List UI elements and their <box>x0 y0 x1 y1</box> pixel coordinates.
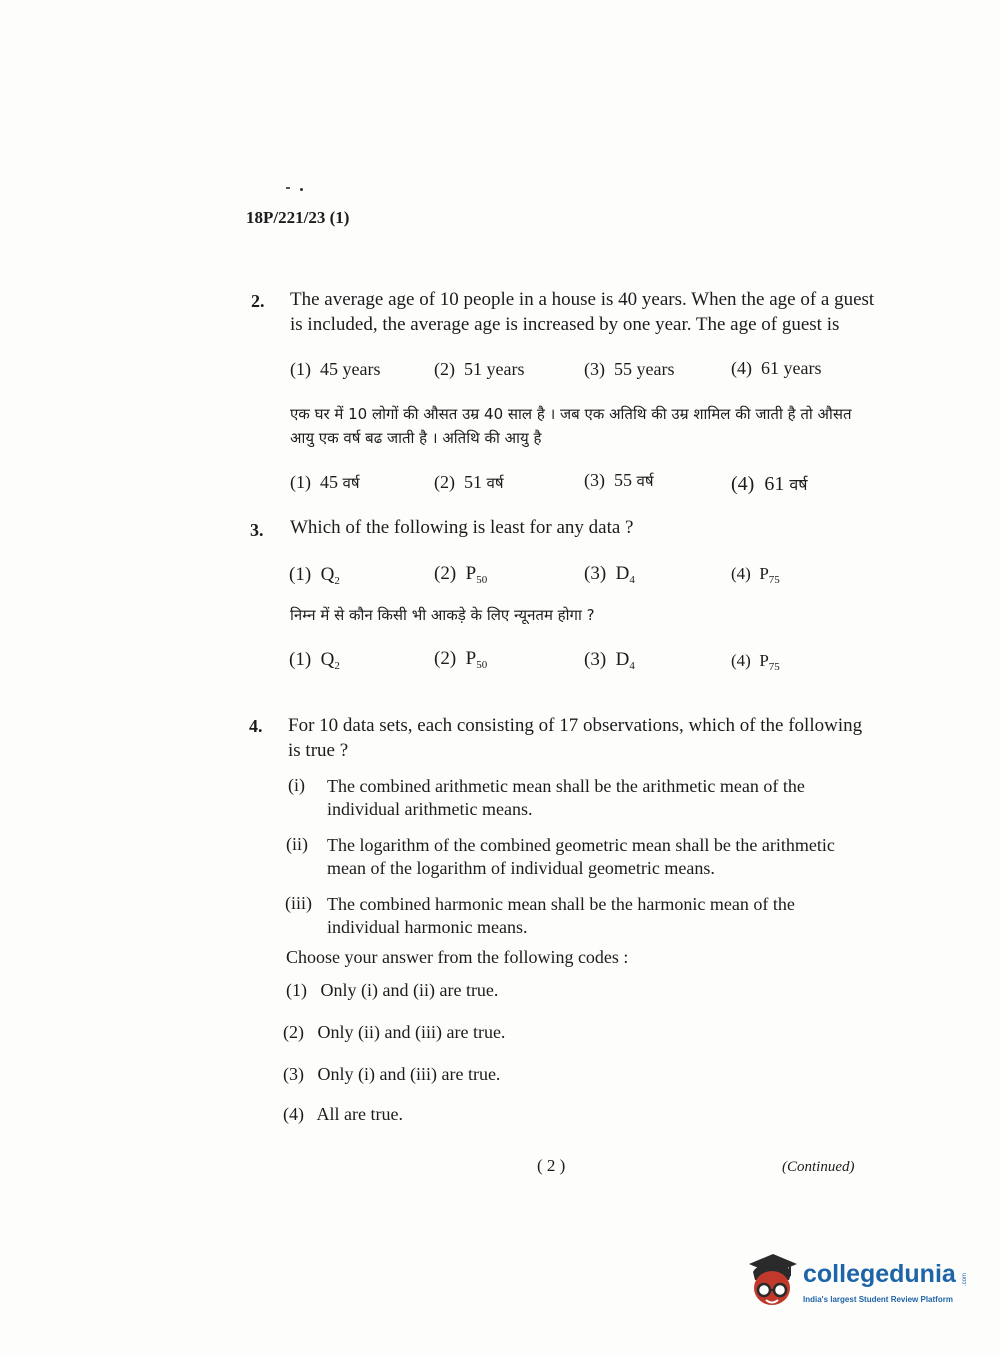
q3-option-3-hindi <box>584 649 635 672</box>
q2-option-3 <box>584 359 674 380</box>
q2-option-2-hindi <box>434 472 504 493</box>
option-symbol: P <box>465 563 477 584</box>
option-unit: वर्ष <box>636 472 654 490</box>
q3-option-4 <box>731 564 780 586</box>
q2-option-3-hindi <box>584 470 654 491</box>
option-subscript: 75 <box>768 574 780 586</box>
q3-option-2 <box>434 563 487 586</box>
q4-choice-1 <box>286 980 498 1001</box>
option-symbol: P <box>759 651 769 670</box>
option-unit: वर्ष <box>789 475 808 494</box>
statement-i-number: (i) <box>288 775 305 795</box>
scan-speck <box>300 188 303 191</box>
option-number: (2) <box>434 563 457 584</box>
question-2-text-hindi: एक घर में 10 लोगों की औसत उम्र 40 साल है । जब एक अतिथि की उम्र शामिल की जाती है तो औसत आयु एक वर्ष बढ जाती है । अतिथि की आयु है <box>290 405 852 447</box>
statement-ii-number: (ii) <box>286 834 308 854</box>
choice-number: (3) <box>283 1064 304 1084</box>
option-subscript: 50 <box>476 574 488 586</box>
option-subscript: 2 <box>334 575 340 587</box>
option-number: (1) <box>289 564 312 585</box>
q3-option-1 <box>289 564 340 587</box>
choice-text: All are true. <box>316 1104 403 1124</box>
option-number: (3) <box>584 649 607 670</box>
q2-option-2 <box>434 359 524 380</box>
option-number: (2) <box>434 359 455 379</box>
q3-option-4-hindi <box>731 651 780 673</box>
option-number: (4) <box>731 358 752 378</box>
question-3-text: Which of the following is least for any data ? <box>290 517 634 538</box>
option-number: (1) <box>289 649 312 670</box>
option-number: (3) <box>584 359 605 379</box>
choice-number: (1) <box>286 980 307 1000</box>
question-3-number: 3. <box>250 520 264 540</box>
q2-option-4 <box>731 358 821 379</box>
option-text: 61 years <box>761 358 822 378</box>
option-value: 51 <box>464 472 482 492</box>
question-4-number: 4. <box>249 716 263 736</box>
option-subscript: 4 <box>629 660 635 672</box>
option-subscript: 50 <box>476 659 488 671</box>
option-unit: वर्ष <box>342 474 360 492</box>
statement-iii-number: (iii) <box>285 893 312 913</box>
answer-instruction: Choose your answer from the following codes : <box>286 947 629 967</box>
q2-option-1-hindi <box>290 472 360 493</box>
statement-iii-text: The combined harmonic mean shall be the harmonic mean of the individual harmonic means. <box>327 894 795 937</box>
q4-choice-3 <box>283 1064 500 1085</box>
page-number: ( 2 ) <box>537 1156 566 1175</box>
question-2-number: 2. <box>251 291 265 311</box>
option-number: (3) <box>584 563 607 584</box>
statement-ii-text: The logarithm of the combined geometric mean shall be the arithmetic mean of the logarithm of individual geometric means. <box>327 835 835 878</box>
option-symbol: D <box>615 649 630 670</box>
question-3-text-hindi: निम्न में से कौन किसी भी आकड़े के लिए न्यूनतम होगा ? <box>290 606 595 624</box>
logo-suffix: .com <box>962 1272 968 1286</box>
option-number: (4) <box>731 651 751 670</box>
option-value: 55 <box>614 470 632 490</box>
mascot-icon <box>743 1250 801 1312</box>
q3-option-1-hindi <box>289 649 340 672</box>
paper-code: 18P/221/23 (1) <box>246 208 350 227</box>
option-subscript: 2 <box>334 660 340 672</box>
option-unit: वर्ष <box>486 474 504 492</box>
q4-choice-4 <box>283 1104 403 1125</box>
option-text: 45 years <box>320 359 381 379</box>
option-symbol: Q <box>320 649 335 670</box>
choice-text: Only (ii) and (iii) are true. <box>317 1022 506 1042</box>
option-symbol: Q <box>320 564 335 585</box>
question-4-text: For 10 data sets, each consisting of 17 observations, which of the following is true ? <box>288 715 863 761</box>
q2-option-1 <box>290 359 380 380</box>
statement-i-text: The combined arithmetic mean shall be the arithmetic mean of the individual arithmetic means. <box>327 776 805 819</box>
logo-tagline: India's largest Student Review Platform <box>803 1295 953 1304</box>
option-subscript: 75 <box>768 661 780 673</box>
option-symbol: P <box>465 648 477 669</box>
q3-option-2-hindi <box>434 648 487 671</box>
option-text: 51 years <box>464 359 525 379</box>
option-symbol: D <box>615 563 630 584</box>
question-2-text: The average age of 10 people in a house is 40 years. When the age of a guest is included, the average age is increased by one year. The age of guest is <box>290 289 875 335</box>
q4-choice-2 <box>283 1022 505 1043</box>
scan-speck <box>286 187 290 189</box>
option-number: (4) <box>731 564 751 583</box>
option-symbol: P <box>759 564 769 583</box>
option-text: 55 years <box>614 359 675 379</box>
choice-number: (2) <box>283 1022 304 1042</box>
option-value: 45 <box>320 472 338 492</box>
option-subscript: 4 <box>629 574 635 586</box>
continued-label: (Continued) <box>782 1159 855 1175</box>
logo-wordmark: collegedunia <box>803 1260 956 1288</box>
option-number: (4) <box>731 473 755 495</box>
option-number: (1) <box>290 472 311 492</box>
collegedunia-logo[interactable] <box>743 1250 973 1320</box>
option-number: (2) <box>434 472 455 492</box>
option-number: (2) <box>434 648 457 669</box>
option-number: (3) <box>584 470 605 490</box>
choice-number: (4) <box>283 1104 304 1124</box>
option-value: 61 <box>764 473 785 495</box>
option-number: (1) <box>290 359 311 379</box>
q3-option-3 <box>584 563 635 586</box>
choice-text: Only (i) and (ii) are true. <box>320 980 499 1000</box>
choice-text: Only (i) and (iii) are true. <box>317 1064 501 1084</box>
q2-option-4-hindi <box>731 473 807 496</box>
